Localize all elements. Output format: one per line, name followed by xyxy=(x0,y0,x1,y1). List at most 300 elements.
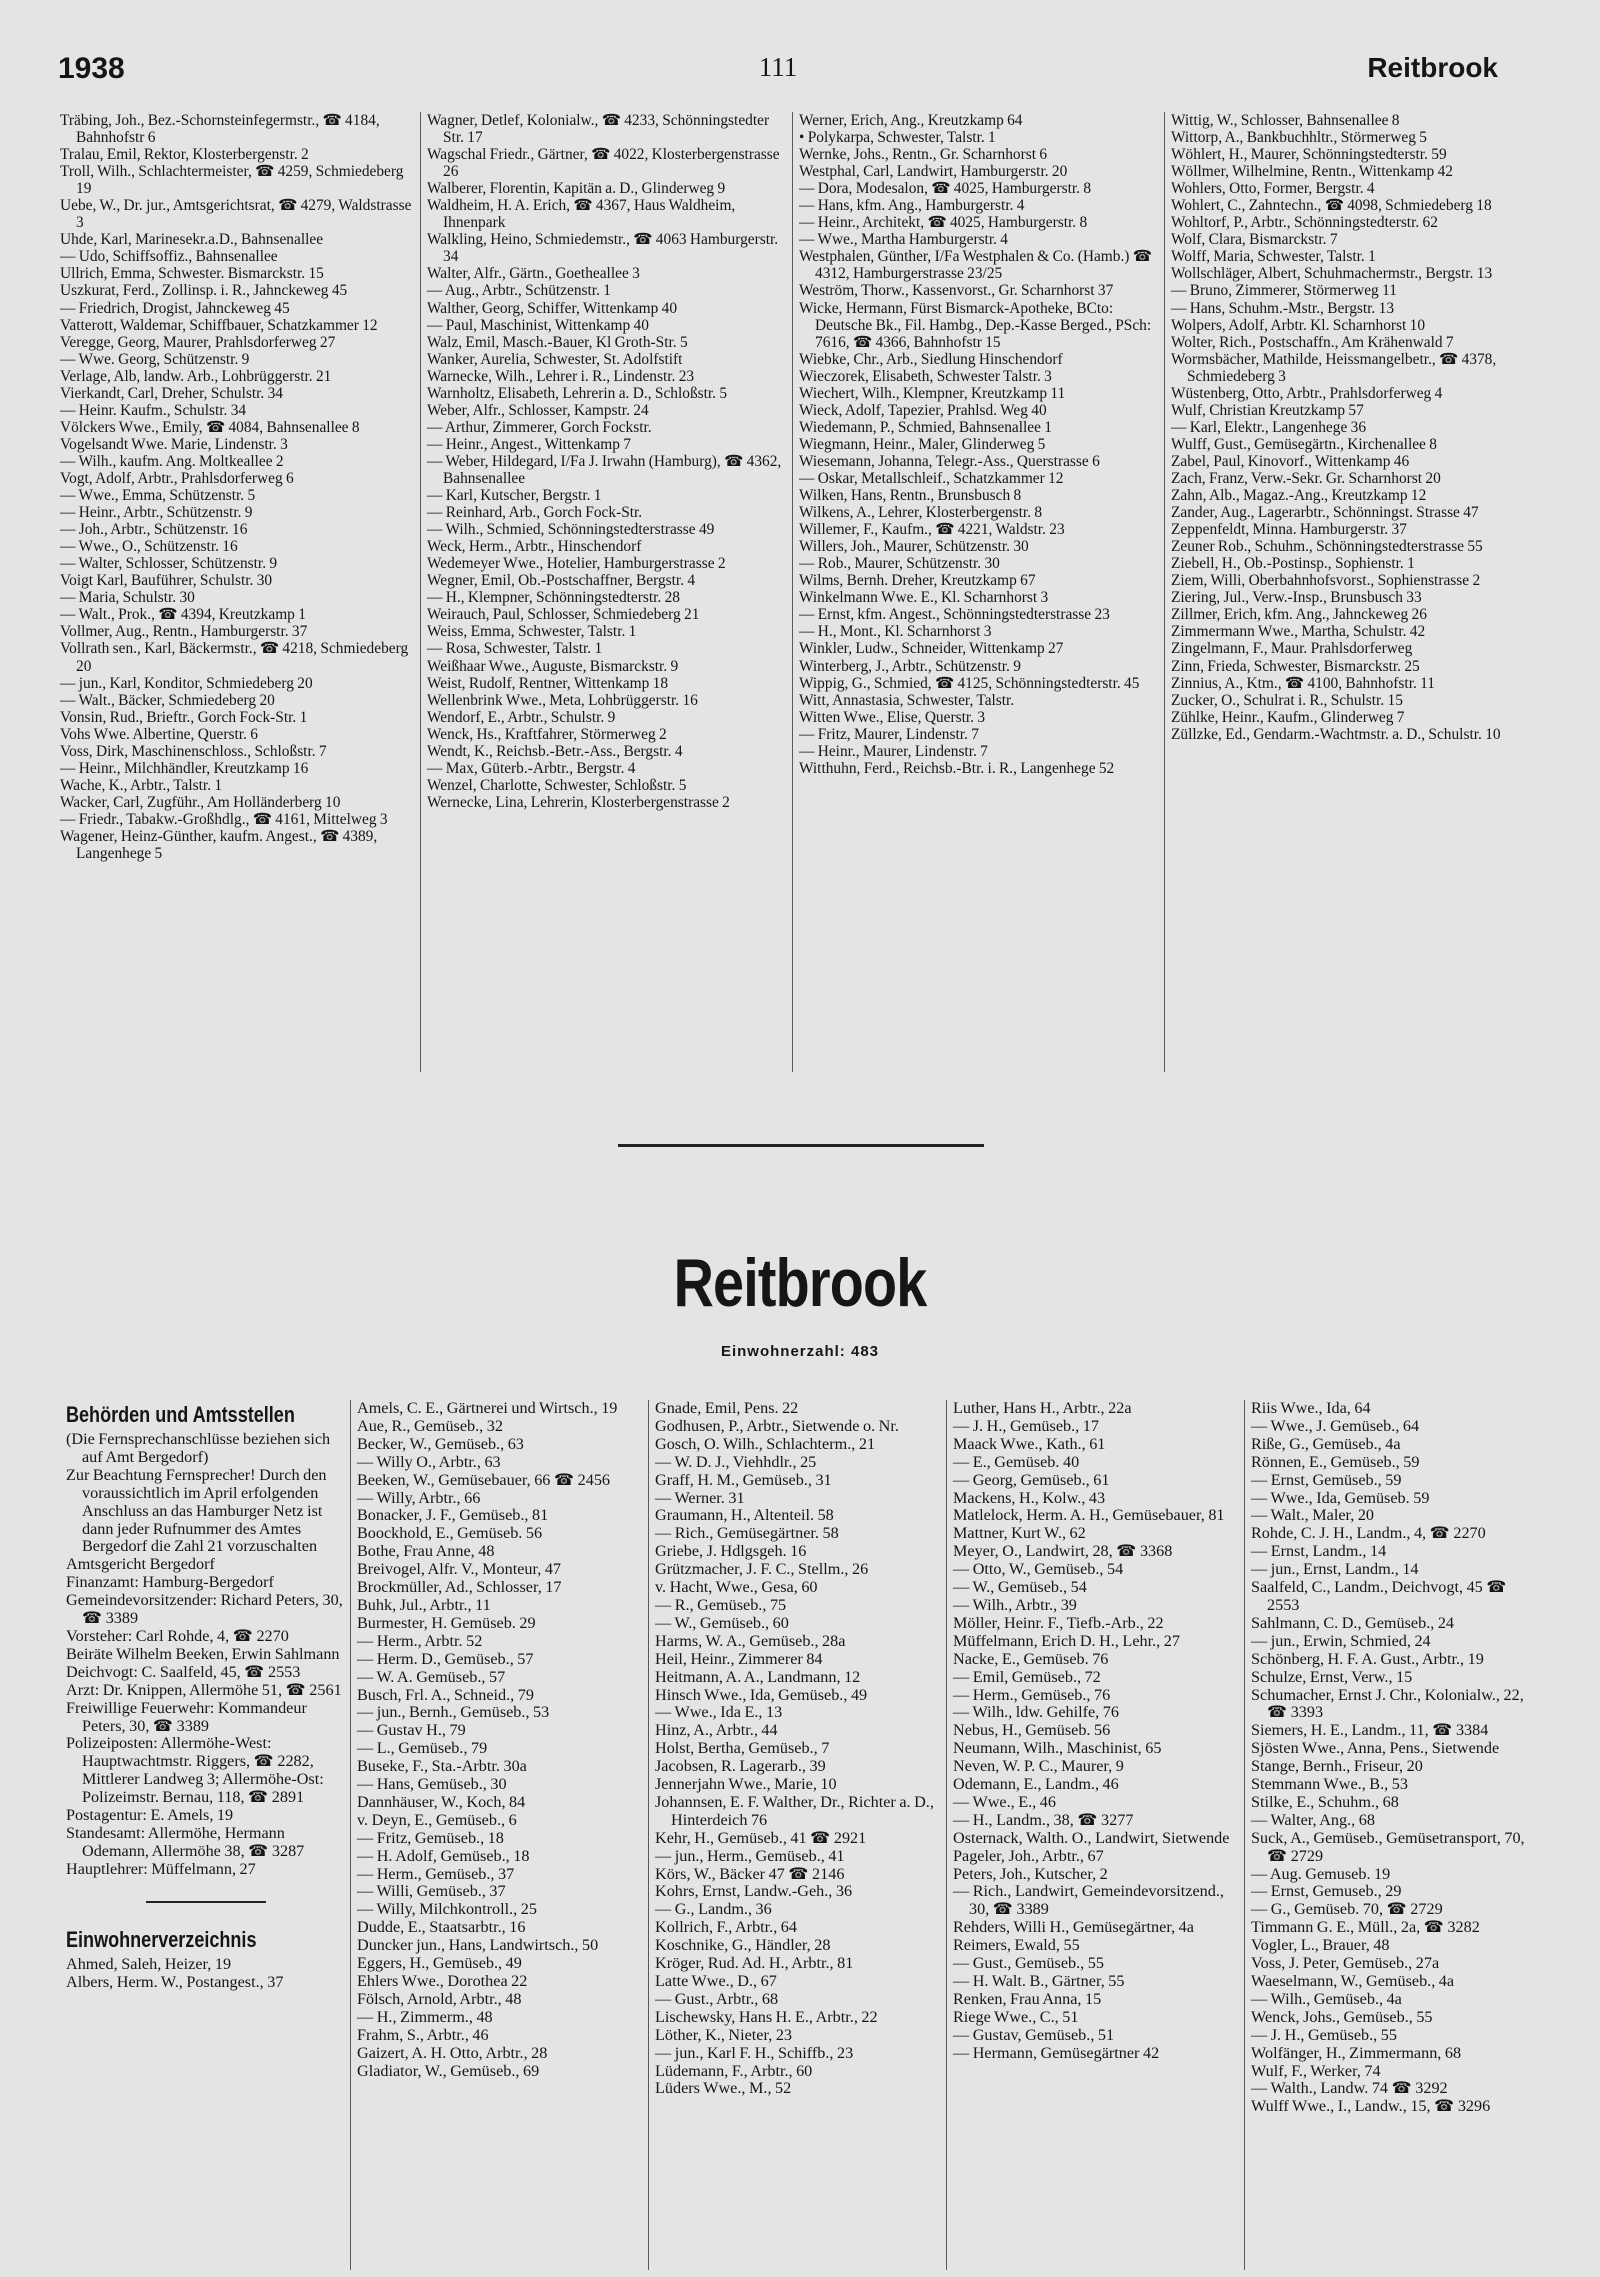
directory-entry: Wittig, W., Schlosser, Bahnsenallee 8 xyxy=(1171,112,1400,129)
directory-entry: — Paul, Maschinist, Wittenkamp 40 xyxy=(427,316,649,334)
directory-entry: Voss, Dirk, Maschinenschloss., Schloßstr. 7 xyxy=(60,742,327,760)
directory-entry: Stemmann Wwe., B., 53 xyxy=(1251,1775,1408,1794)
directory-entry: Johannsen, E. F. Walther, Dr., Richter a. D., Hinterdeich 76 xyxy=(655,1792,934,1829)
directory-entry: Westphal, Carl, Landwirt, Hamburgerstr. 20 xyxy=(799,163,1068,181)
directory-entry: Zander, Aug., Lagerarbtr., Schönningst. Strasse 47 xyxy=(1171,504,1479,522)
directory-entry: Harms, W. A., Gemüseb., 28a xyxy=(655,1631,846,1650)
directory-entry: Wenzel, Charlotte, Schwester, Schloßstr. 5 xyxy=(427,776,687,794)
directory-entry: Witten Wwe., Elise, Querstr. 3 xyxy=(799,708,986,726)
directory-entry: — Wilh., ldw. Gehilfe, 76 xyxy=(953,1703,1119,1722)
directory-entry: — Rosa, Schwester, Talstr. 1 xyxy=(427,640,603,658)
directory-entry: — Heinr., Angest., Wittenkamp 7 xyxy=(427,435,631,453)
bottom-column-2 xyxy=(350,1400,648,2270)
directory-entry: Wieck, Adolf, Tapezier, Prahlsd. Weg 40 xyxy=(799,401,1047,419)
directory-entry: Züllzke, Ed., Gendarm.-Wachtmstr. a. D., Schulstr. 10 xyxy=(1171,725,1501,743)
directory-entry: Wanker, Aurelia, Schwester, St. Adolfstift xyxy=(427,350,683,368)
directory-entry: — Emil, Gemüseb., 72 xyxy=(953,1667,1101,1686)
directory-entry: Wacker, Carl, Zugführ., Am Holländerberg 10 xyxy=(60,793,341,811)
heading-rule xyxy=(146,1901,266,1903)
directory-entry: — jun., Karl F. H., Schiffb., 23 xyxy=(655,2043,854,2062)
directory-entry: — G., Gemüseb. 70, ☎ 2729 xyxy=(1251,1900,1443,1919)
directory-entry: Wilken, Hans, Rentn., Brunsbusch 8 xyxy=(799,487,1022,505)
directory-entry: — G., Landm., 36 xyxy=(655,1900,772,1919)
directory-entry: Heitmann, A. A., Landmann, 12 xyxy=(655,1667,861,1686)
directory-entry: Völckers Wwe., Emily, ☎ 4084, Bahnsenallee 8 xyxy=(60,418,360,436)
directory-entry: — jun., Karl, Konditor, Schmiedeberg 20 xyxy=(60,674,313,692)
directory-entry: Weist, Rudolf, Rentner, Wittenkamp 18 xyxy=(427,674,669,692)
directory-entry: — Karl, Elektr., Langenhege 36 xyxy=(1171,418,1367,436)
directory-entry: — Wwe., Ida E., 13 xyxy=(655,1703,783,1722)
directory-entry: — Ernst, Gemuseb., 29 xyxy=(1251,1882,1402,1901)
directory-entry: — H. Walt. B., Gärtner, 55 xyxy=(953,1972,1125,1990)
page-number: 111 xyxy=(758,52,798,82)
directory-entry: Wohlers, Otto, Former, Bergstr. 4 xyxy=(1171,180,1375,198)
residents-list-start xyxy=(66,1956,345,1992)
directory-entry: Verlage, Alb, landw. Arb., Lohbrüggerstr. 21 xyxy=(60,367,332,385)
directory-entry: Zabel, Paul, Kinovorf., Wittenkamp 46 xyxy=(1171,452,1410,470)
directory-entry: Müffelmann, Erich D. H., Lehr., 27 xyxy=(953,1631,1180,1650)
directory-entry: Renken, Frau Anna, 15 xyxy=(953,1989,1102,2008)
directory-entry: — Reinhard, Arb., Gorch Fock-Str. xyxy=(427,504,643,522)
directory-entry: Zucker, O., Schulrat i. R., Schulstr. 15 xyxy=(1171,691,1403,709)
directory-entry: Wendt, K., Reichsb.-Betr.-Ass., Bergstr. 4 xyxy=(427,742,683,760)
directory-entry: Amtsgericht Bergedorf xyxy=(66,1555,215,1574)
directory-entry: — Udo, Schiffsoffiz., Bahnsenallee xyxy=(60,248,278,266)
directory-entry: Buhk, Jul., Arbtr., 11 xyxy=(357,1595,491,1614)
directory-entry: — Wwe., J. Gemüseb., 64 xyxy=(1251,1416,1420,1435)
directory-entry: Tralau, Emil, Rektor, Klosterbergenstr. 2 xyxy=(60,146,309,164)
section-divider xyxy=(618,1144,984,1147)
directory-entry: — Wilh., Gemüseb., 4a xyxy=(1251,1989,1402,2008)
directory-entry: Schulze, Ernst, Verw., 15 xyxy=(1251,1667,1413,1686)
directory-entry: Waeselmann, W., Gemüseb., 4a xyxy=(1251,1972,1455,1990)
top-directory-section xyxy=(58,112,1538,1072)
directory-entry: Boockhold, E., Gemüseb. 56 xyxy=(357,1524,543,1543)
directory-entry: Wulff, Gust., Gemüsegärtn., Kirchenallee 8 xyxy=(1171,435,1437,453)
directory-entry: Ehlers Wwe., Dorothea 22 xyxy=(357,1972,528,1990)
directory-entry: — Herm., Arbtr. 52 xyxy=(357,1631,483,1650)
directory-entry: Brockmüller, Ad., Schlosser, 17 xyxy=(357,1578,562,1597)
directory-entry: — Walter, Schlosser, Schützenstr. 9 xyxy=(60,555,278,573)
directory-entry: Wiedemann, P., Schmied, Bahnsenallee 1 xyxy=(799,418,1052,436)
directory-entry: Vollmer, Aug., Rentn., Hamburgerstr. 37 xyxy=(60,623,308,641)
top-column-4 xyxy=(1164,112,1538,1072)
population-count: Einwohnerzahl: 483 xyxy=(720,1343,880,1360)
directory-entry: (Die Fernsprechanschlüsse beziehen sich auf Amt Bergedorf) xyxy=(66,1430,331,1466)
directory-entry: Veregge, Georg, Maurer, Prahlsdorferweg 27 xyxy=(60,333,336,351)
directory-entry: Weström, Thorw., Kassenvorst., Gr. Scharnhorst 37 xyxy=(799,282,1114,300)
directory-entry: — jun., Bernh., Gemüseb., 53 xyxy=(357,1703,550,1722)
directory-entry: Arzt: Dr. Knippen, Allermöhe 51, ☎ 2561 xyxy=(66,1680,342,1699)
directory-entry: — J. H., Gemüseb., 17 xyxy=(953,1416,1099,1435)
directory-entry: Frahm, S., Arbtr., 46 xyxy=(357,2025,489,2044)
directory-entry: Duncker jun., Hans, Landwirtsch., 50 xyxy=(357,1936,599,1955)
directory-entry: Wolfänger, H., Zimmermann, 68 xyxy=(1251,2043,1462,2062)
directory-entry: Grützmacher, J. F. C., Stellm., 26 xyxy=(655,1560,869,1579)
page-header xyxy=(58,52,1498,92)
directory-entry: v. Deyn, E., Gemüseb., 6 xyxy=(357,1810,517,1829)
directory-entry: — Friedrich, Drogist, Jahnckeweg 45 xyxy=(60,299,290,317)
directory-entry: Zach, Franz, Verw.-Sekr. Gr. Scharnhorst 20 xyxy=(1171,469,1441,487)
directory-entry: — E., Gemüseb. 40 xyxy=(953,1452,1080,1471)
directory-entry: Standesamt: Allermöhe, Hermann Odemann, Allermöhe 38, ☎ 3287 xyxy=(66,1823,305,1860)
bottom-column-5 xyxy=(1244,1400,1540,2270)
directory-entry: Voigt Karl, Bauführer, Schulstr. 30 xyxy=(60,572,273,590)
directory-entry: Riis Wwe., Ida, 64 xyxy=(1251,1400,1371,1417)
directory-entry: Träbing, Joh., Bez.-Schornsteinfegermstr., ☎ 4184, Bahnhofstr 6 xyxy=(60,112,380,147)
directory-entry: Rehders, Willi H., Gemüsegärtner, 4a xyxy=(953,1918,1194,1937)
directory-entry: Vollrath sen., Karl, Bäckermstr., ☎ 4218, Schmiedeberg 20 xyxy=(60,640,409,675)
directory-entry: Beiräte Wilhelm Beeken, Erwin Sahlmann xyxy=(66,1644,340,1663)
directory-entry: — Heinr., Maurer, Lindenstr. 7 xyxy=(799,742,988,760)
directory-entry: — Dora, Modesalon, ☎ 4025, Hamburgerstr. 8 xyxy=(799,180,1092,198)
directory-entry: — Ernst, kfm. Angest., Schönningstedterstrasse 23 xyxy=(799,606,1110,624)
directory-entry: Breivogel, Alfr. V., Monteur, 47 xyxy=(357,1560,562,1579)
directory-entry: — Arthur, Zimmerer, Gorch Fockstr. xyxy=(427,418,652,436)
directory-entry: Neven, W. P. C., Maurer, 9 xyxy=(953,1757,1124,1776)
directory-entry: — Weber, Hildegard, I/Fa J. Irwahn (Hamburg), ☎ 4362, Bahnsenallee xyxy=(427,452,782,487)
directory-entry: Schönberg, H. F. A. Gust., Arbtr., 19 xyxy=(1251,1649,1484,1668)
directory-entry: Heil, Heinr., Zimmerer 84 xyxy=(655,1649,823,1668)
directory-entry: Zur Beachtung Fernsprecher! Durch den voraussichtlich im April erfolgenden Anschluss an das Hamburger Netz ist dann jeder Rufnummer des Amtes Bergedorf die Zahl 21 vorzuschalten xyxy=(66,1465,327,1556)
directory-entry: — Wilh., Schmied, Schönningstedterstrasse 49 xyxy=(427,521,715,539)
directory-entry: Aue, R., Gemüseb., 32 xyxy=(357,1416,503,1435)
directory-entry: Bothe, Frau Anne, 48 xyxy=(357,1542,495,1561)
directory-entry: Luther, Hans H., Arbtr., 22a xyxy=(953,1400,1132,1417)
directory-entry: Polizeiposten: Allermöhe-West: Hauptwachtmstr. Riggers, ☎ 2282, Mittlerer Landweg 3; Allermöhe-Ost: Polizeimstr. Bernau, 118, ☎ 2891 xyxy=(66,1734,324,1807)
directory-entry: Godhusen, P., Arbtr., Sietwende o. Nr. xyxy=(655,1416,899,1435)
directory-entry: Voss, J. Peter, Gemüseb., 27a xyxy=(1251,1954,1440,1973)
directory-entry: — Gustav H., 79 xyxy=(357,1721,466,1740)
directory-entry: Peters, Joh., Kutscher, 2 xyxy=(953,1864,1108,1883)
directory-entry: Ziering, Jul., Verw.-Insp., Brunsbusch 33 xyxy=(1171,589,1422,607)
directory-entry: Walz, Emil, Masch.-Bauer, Kl Groth-Str. 5 xyxy=(427,333,688,351)
directory-entry: — Heinr., Architekt, ☎ 4025, Hamburgerstr. 8 xyxy=(799,214,1088,232)
directory-entry: Riße, G., Gemüseb., 4a xyxy=(1251,1434,1401,1453)
directory-entry: Osternack, Walth. O., Landwirt, Sietwende xyxy=(953,1828,1230,1847)
directory-entry: Neumann, Wilh., Maschinist, 65 xyxy=(953,1739,1162,1758)
directory-entry: Zühlke, Heinr., Kaufm., Glinderweg 7 xyxy=(1171,708,1405,726)
directory-entry: — Herm. D., Gemüseb., 57 xyxy=(357,1649,534,1668)
directory-entry: — Hans, Gemüseb., 30 xyxy=(357,1775,507,1794)
directory-entry: — Walt., Bäcker, Schmiedeberg 20 xyxy=(60,691,275,709)
directory-entry: Westphalen, Günther, I/Fa Westphalen & Co. (Hamb.) ☎ 4312, Hamburgerstrasse 23/25 xyxy=(799,248,1152,283)
directory-entry: Walter, Alfr., Gärtn., Goetheallee 3 xyxy=(427,265,640,283)
directory-entry: — Willy, Arbtr., 66 xyxy=(357,1488,481,1507)
directory-entry: — Walt., Maler, 20 xyxy=(1251,1506,1375,1525)
directory-entry: Rohde, C. J. H., Landm., 4, ☎ 2270 xyxy=(1251,1524,1486,1543)
directory-entry: Wagschal Friedr., Gärtner, ☎ 4022, Klosterbergenstrasse 26 xyxy=(427,146,780,181)
bottom-column-1 xyxy=(64,1400,350,2270)
directory-entry: Wohlert, C., Zahntechn., ☎ 4098, Schmiedeberg 18 xyxy=(1171,197,1492,215)
directory-entry: Ziem, Willi, Oberbahnhofsvorst., Sophienstrasse 2 xyxy=(1171,572,1481,590)
directory-entry: — Walt., Prok., ☎ 4394, Kreutzkamp 1 xyxy=(60,606,306,624)
directory-entry: • Polykarpa, Schwester, Talstr. 1 xyxy=(799,129,996,147)
directory-entry: Kehr, H., Gemüseb., 41 ☎ 2921 xyxy=(655,1828,867,1847)
directory-entry: Wittorp, A., Bankbuchhltr., Störmerweg 5 xyxy=(1171,129,1427,147)
directory-entry: Meyer, O., Landwirt, 28, ☎ 3368 xyxy=(953,1542,1173,1561)
directory-entry: — Wwe., Ida, Gemüseb. 59 xyxy=(1251,1488,1430,1507)
directory-entry: Vogt, Adolf, Arbtr., Prahlsdorferweg 6 xyxy=(60,469,294,487)
directory-entry: — Wwe., Emma, Schützenstr. 5 xyxy=(60,487,256,505)
directory-entry: Wenck, Johs., Gemüseb., 55 xyxy=(1251,2007,1433,2026)
directory-entry: — Max, Güterb.-Arbtr., Bergstr. 4 xyxy=(427,759,636,777)
directory-entry: Troll, Wilh., Schlachtermeister, ☎ 4259, Schmiedeberg 19 xyxy=(60,163,404,198)
directory-entry: — jun., Herm., Gemüseb., 41 xyxy=(655,1846,845,1865)
directory-entry: — Willy O., Arbtr., 63 xyxy=(357,1452,501,1471)
directory-entry: Odemann, E., Landm., 46 xyxy=(953,1775,1119,1794)
directory-entry: Walkling, Heino, Schmiedemstr., ☎ 4063 Hamburgerstr. 34 xyxy=(427,231,779,266)
directory-entry: Löther, K., Nieter, 23 xyxy=(655,2025,793,2044)
directory-entry: — Hermann, Gemüsegärtner 42 xyxy=(953,2043,1160,2062)
directory-entry: Hinsch Wwe., Ida, Gemüseb., 49 xyxy=(655,1685,868,1704)
directory-entry: Zinnius, A., Ktm., ☎ 4100, Bahnhofstr. 11 xyxy=(1171,674,1435,692)
directory-entry: Griebe, J. Hdlgsgeh. 16 xyxy=(655,1542,807,1561)
directory-entry: Vierkandt, Carl, Dreher, Schulstr. 34 xyxy=(60,384,283,402)
residents-heading: Einwohnerverzeichnis xyxy=(66,1926,257,1952)
directory-entry: Kollrich, F., Arbtr., 64 xyxy=(655,1918,797,1937)
directory-entry: — Wilh., Arbtr., 39 xyxy=(953,1595,1077,1614)
directory-entry: Wüstenberg, Otto, Arbtr., Prahlsdorferweg 4 xyxy=(1171,384,1443,402)
directory-entry: — Otto, W., Gemüseb., 54 xyxy=(953,1560,1124,1579)
directory-entry: — W., Gemüseb., 54 xyxy=(953,1578,1087,1597)
directory-entry: Wormsbächer, Mathilde, Heissmangelbetr., ☎ 4378, Schmiedeberg 3 xyxy=(1171,350,1497,385)
directory-entry: Koschnike, G., Händler, 28 xyxy=(655,1936,831,1955)
directory-entry: — Wwe. Georg, Schützenstr. 9 xyxy=(60,350,250,368)
directory-entry: Weirauch, Paul, Schlosser, Schmiedeberg 21 xyxy=(427,606,700,624)
directory-entry: Maack Wwe., Kath., 61 xyxy=(953,1434,1106,1453)
directory-entry: Weber, Alfr., Schlosser, Kampstr. 24 xyxy=(427,401,649,419)
directory-entry: Wagener, Heinz-Günther, kaufm. Angest., ☎ 4389, Langenhege 5 xyxy=(60,827,378,863)
directory-entry: Mackens, H., Kolw., 43 xyxy=(953,1488,1106,1507)
directory-entry: Zingelmann, F., Maur. Prahlsdorferweg xyxy=(1171,640,1413,658)
directory-entry: Waldheim, H. A. Erich, ☎ 4367, Haus Waldheim, Ihnenpark xyxy=(427,197,736,232)
directory-entry: — Oskar, Metallschleif., Schatzkammer 12 xyxy=(799,469,1064,487)
directory-entry: Beeken, W., Gemüsebauer, 66 ☎ 2456 xyxy=(357,1470,611,1489)
directory-entry: — Fritz, Gemüseb., 18 xyxy=(357,1828,504,1847)
directory-entry: — Aug., Arbtr., Schützenstr. 1 xyxy=(427,282,611,300)
directory-entry: — Herm., Gemüseb., 76 xyxy=(953,1685,1111,1704)
directory-entry: — Heinr., Milchhändler, Kreutzkamp 16 xyxy=(60,759,309,777)
directory-entry: — H., Klempner, Schönningstedterstr. 28 xyxy=(427,589,681,607)
directory-entry: Wendorf, E., Arbtr., Schulstr. 9 xyxy=(427,708,616,726)
directory-entry: Dudde, E., Staatsarbtr., 16 xyxy=(357,1918,526,1937)
directory-entry: Ullrich, Emma, Schwester. Bismarckstr. 15 xyxy=(60,265,324,283)
bottom-column-3 xyxy=(648,1400,946,2270)
directory-entry: Wohltorf, P., Arbtr., Schönningstedterstr. 62 xyxy=(1171,214,1438,232)
directory-entry: v. Hacht, Wwe., Gesa, 60 xyxy=(655,1578,818,1597)
directory-entry: — H. Adolf, Gemüseb., 18 xyxy=(357,1846,530,1865)
directory-entry: Weck, Herm., Arbtr., Hinschendorf xyxy=(427,538,642,556)
directory-entry: Zillmer, Erich, kfm. Ang., Jahnckeweg 26 xyxy=(1171,606,1427,624)
bottom-directory-section xyxy=(64,1400,1540,2270)
directory-entry: — J. H., Gemüseb., 55 xyxy=(1251,2025,1397,2044)
directory-entry: — W., Gemüseb., 60 xyxy=(655,1613,789,1632)
directory-entry: Wolff, Maria, Schwester, Talstr. 1 xyxy=(1171,248,1376,266)
directory-entry: — Georg, Gemüseb., 61 xyxy=(953,1470,1110,1489)
directory-entry: — Bruno, Zimmerer, Störmerweg 11 xyxy=(1171,282,1397,300)
directory-entry: Wollschläger, Albert, Schuhmachermstr., Bergstr. 13 xyxy=(1171,265,1493,283)
directory-entry: Wernke, Johs., Rentn., Gr. Scharnhorst 6 xyxy=(799,146,1048,164)
directory-entry: Amels, C. E., Gärtnerei und Wirtsch., 19 xyxy=(357,1400,618,1417)
directory-entry: — L., Gemüseb., 79 xyxy=(357,1739,488,1758)
directory-entry: Uebe, W., Dr. jur., Amtsgerichtsrat, ☎ 4279, Waldstrasse 3 xyxy=(60,197,412,232)
directory-entry: Wulff Wwe., I., Landw., 15, ☎ 3296 xyxy=(1251,2097,1491,2116)
directory-entry: — R., Gemüseb., 75 xyxy=(655,1595,787,1614)
directory-entry: Pageler, Joh., Arbtr., 67 xyxy=(953,1846,1104,1865)
directory-entry: Bonacker, J. F., Gemüseb., 81 xyxy=(357,1506,549,1525)
authorities-list xyxy=(66,1431,345,1879)
directory-entry: — Werner. 31 xyxy=(655,1488,745,1507)
directory-entry: Möller, Heinr. F., Tiefb.-Arb., 22 xyxy=(953,1613,1164,1632)
directory-entry: Rönnen, E., Gemüseb., 59 xyxy=(1251,1452,1420,1471)
directory-entry: — jun., Erwin, Schmied, 24 xyxy=(1251,1631,1431,1650)
directory-entry: — Wilh., kaufm. Ang. Moltkeallee 2 xyxy=(60,452,284,470)
directory-entry: Wulf, F., Werker, 74 xyxy=(1251,2061,1381,2080)
directory-entry: Gaizert, A. H. Otto, Arbtr., 28 xyxy=(357,2043,548,2062)
directory-entry: Wiebke, Chr., Arb., Siedlung Hinschendorf xyxy=(799,350,1063,368)
directory-entry: Wiesemann, Johanna, Telegr.-Ass., Querstrasse 6 xyxy=(799,452,1100,470)
directory-entry: Postagentur: E. Amels, 19 xyxy=(66,1806,234,1825)
directory-entry: — H., Landm., 38, ☎ 3277 xyxy=(953,1810,1134,1829)
top-column-3 xyxy=(792,112,1164,1072)
directory-entry: Finanzamt: Hamburg-Bergedorf xyxy=(66,1573,274,1592)
directory-entry: Wolpers, Adolf, Arbtr. Kl. Scharnhorst 10 xyxy=(1171,316,1426,334)
directory-entry: — H., Zimmerm., 48 xyxy=(357,2007,493,2026)
directory-entry: — Heinr., Arbtr., Schützenstr. 9 xyxy=(60,504,253,522)
directory-entry: Nebus, H., Gemüseb. 56 xyxy=(953,1721,1111,1740)
directory-entry: — Ernst, Gemüseb., 59 xyxy=(1251,1470,1402,1489)
directory-entry: — Gustav, Gemüseb., 51 xyxy=(953,2025,1115,2044)
directory-entry: — Friedr., Tabakw.-Großhdlg., ☎ 4161, Mittelweg 3 xyxy=(60,810,388,828)
directory-entry: Werner, Erich, Ang., Kreutzkamp 64 xyxy=(799,112,1023,129)
directory-entry: Wöllmer, Wilhelmine, Rentn., Wittenkamp 42 xyxy=(1171,163,1453,181)
directory-entry: Gosch, O. Wilh., Schlachterm., 21 xyxy=(655,1434,876,1453)
directory-entry: — Walter, Ang., 68 xyxy=(1251,1810,1375,1829)
top-column-2 xyxy=(420,112,792,1072)
directory-entry: Jacobsen, R. Lagerarb., 39 xyxy=(655,1757,826,1776)
directory-entry: — Heinr. Kaufm., Schulstr. 34 xyxy=(60,401,247,419)
directory-entry: Vonsin, Rud., Brieftr., Gorch Fock-Str. 1 xyxy=(60,708,308,726)
directory-entry: Schumacher, Ernst J. Chr., Kolonialw., 22, ☎ 3393 xyxy=(1251,1685,1524,1722)
directory-entry: — W. A. Gemüseb., 57 xyxy=(357,1667,506,1686)
directory-entry: — Wwe., O., Schützenstr. 16 xyxy=(60,538,238,556)
directory-entry: Hinz, A., Arbtr., 44 xyxy=(655,1721,778,1740)
directory-entry: Wagner, Detlef, Kolonialw., ☎ 4233, Schönningstedter Str. 17 xyxy=(427,112,770,147)
directory-entry: Stilke, E., Schuhm., 68 xyxy=(1251,1792,1399,1811)
directory-entry: Wedemeyer Wwe., Hotelier, Hamburgerstrasse 2 xyxy=(427,555,726,573)
directory-entry: Latte Wwe., D., 67 xyxy=(655,1972,777,1990)
directory-entry: Siemers, H. E., Landm., 11, ☎ 3384 xyxy=(1251,1721,1489,1740)
directory-entry: Eggers, H., Gemüseb., 49 xyxy=(357,1954,522,1973)
directory-entry: — Gust., Arbtr., 68 xyxy=(655,1989,779,2008)
directory-entry: Nacke, E., Gemüseb. 76 xyxy=(953,1649,1109,1668)
directory-entry: Vohs Wwe. Albertine, Querstr. 6 xyxy=(60,725,258,743)
directory-entry: — Herm., Gemüseb., 37 xyxy=(357,1864,515,1883)
directory-entry: — Walth., Landw. 74 ☎ 3292 xyxy=(1251,2079,1448,2098)
directory-entry: Wache, K., Arbtr., Talstr. 1 xyxy=(60,776,223,794)
directory-entry: Reimers, Ewald, 55 xyxy=(953,1936,1080,1955)
bottom-column-4 xyxy=(946,1400,1244,2270)
directory-entry: Wellenbrink Wwe., Meta, Lohbrüggerstr. 16 xyxy=(427,691,698,709)
directory-entry: Weiss, Emma, Schwester, Talstr. 1 xyxy=(427,623,637,641)
directory-entry: Witt, Annastasia, Schwester, Talstr. xyxy=(799,691,1015,709)
authorities-heading: Behörden und Amtsstellen xyxy=(66,1402,295,1427)
directory-entry: Becker, W., Gemüseb., 63 xyxy=(357,1434,524,1453)
directory-entry: Kohrs, Ernst, Landw.-Geh., 36 xyxy=(655,1882,853,1901)
directory-entry: Saalfeld, C., Landm., Deichvogt, 45 ☎ 2553 xyxy=(1251,1578,1507,1614)
directory-entry: — Wwe., Martha Hamburgerstr. 4 xyxy=(799,231,1009,249)
directory-entry: — Fritz, Maurer, Lindenstr. 7 xyxy=(799,725,979,743)
directory-entry: Winkler, Ludw., Schneider, Wittenkamp 27 xyxy=(799,640,1064,658)
directory-entry: Hauptlehrer: Müffelmann, 27 xyxy=(66,1859,256,1878)
directory-entry: — Rich., Landwirt, Gemeindevorsitzend., 30, ☎ 3389 xyxy=(953,1882,1224,1919)
top-column-1 xyxy=(58,112,420,1072)
directory-entry: Mattner, Kurt W., 62 xyxy=(953,1524,1086,1543)
directory-entry: Wolter, Rich., Postschaffn., Am Krähenwald 7 xyxy=(1171,333,1454,351)
directory-entry: Sahlmann, C. D., Gemüseb., 24 xyxy=(1251,1613,1455,1632)
directory-entry: Wegner, Emil, Ob.-Postschaffner, Bergstr. 4 xyxy=(427,572,696,590)
directory-entry: Wernecke, Lina, Lehrerin, Klosterbergenstrasse 2 xyxy=(427,793,730,811)
directory-entry: Weißhaar Wwe., Auguste, Bismarckstr. 9 xyxy=(427,657,679,675)
directory-entry: Walberer, Florentin, Kapitän a. D., Glinderweg 9 xyxy=(427,180,726,198)
directory-entry: Vogelsandt Wwe. Marie, Lindenstr. 3 xyxy=(60,435,288,453)
directory-entry: Wiegmann, Heinr., Maler, Glinderweg 5 xyxy=(799,435,1046,453)
directory-entry: Walther, Georg, Schiffer, Wittenkamp 40 xyxy=(427,299,678,317)
directory-entry: — H., Mont., Kl. Scharnhorst 3 xyxy=(799,623,992,641)
directory-entry: Zeuner Rob., Schuhm., Schönningstedterstrasse 55 xyxy=(1171,538,1483,556)
directory-entry: Uhde, Karl, Marinesekr.a.D., Bahnsenallee xyxy=(60,231,324,249)
directory-entry: Warnholtz, Elisabeth, Lehrerin a. D., Schloßstr. 5 xyxy=(427,384,728,402)
directory-entry: Stange, Bernh., Friseur, 20 xyxy=(1251,1757,1423,1776)
directory-entry: Vorsteher: Carl Rohde, 4, ☎ 2270 xyxy=(66,1626,289,1645)
directory-entry: — Hans, kfm. Ang., Hamburgerstr. 4 xyxy=(799,197,1025,215)
directory-entry: — Wwe., E., 46 xyxy=(953,1792,1056,1811)
directory-entry: Uszkurat, Ferd., Zollinsp. i. R., Jahnckeweg 45 xyxy=(60,282,348,300)
directory-entry: — Maria, Schulstr. 30 xyxy=(60,589,195,607)
header-year: 1938 xyxy=(58,52,125,85)
directory-entry: — Ernst, Landm., 14 xyxy=(1251,1542,1387,1561)
directory-entry: Zimmermann Wwe., Martha, Schulstr. 42 xyxy=(1171,623,1426,641)
directory-entry: Willemer, F., Kaufm., ☎ 4221, Waldstr. 23 xyxy=(799,521,1065,539)
directory-entry: Fölsch, Arnold, Arbtr., 48 xyxy=(357,1989,522,2008)
directory-entry: Gemeindevorsitzender: Richard Peters, 30, ☎ 3389 xyxy=(66,1591,343,1628)
directory-entry: Vatterott, Waldemar, Schiffbauer, Schatzkammer 12 xyxy=(60,316,378,334)
directory-entry: — Willy, Milchkontroll., 25 xyxy=(357,1900,537,1919)
directory-entry: Wöhlert, H., Maurer, Schönningstedterstr. 59 xyxy=(1171,146,1447,164)
directory-entry: Riege Wwe., C., 51 xyxy=(953,2007,1079,2026)
directory-entry: — Willi, Gemüseb., 37 xyxy=(357,1882,506,1901)
directory-entry: — Gust., Gemüseb., 55 xyxy=(953,1954,1104,1973)
directory-entry: Matlelock, Herm. A. H., Gemüsebauer, 81 xyxy=(953,1506,1225,1525)
header-place: Reitbrook xyxy=(1367,52,1498,83)
directory-entry: Ziebell, H., Ob.-Postinsp., Sophienstr. 1 xyxy=(1171,555,1415,573)
directory-entry: — Joh., Arbtr., Schützenstr. 16 xyxy=(60,521,248,539)
directory-entry: Winterberg, J., Arbtr., Schützenstr. 9 xyxy=(799,657,1021,675)
directory-entry: Jennerjahn Wwe., Marie, 10 xyxy=(655,1775,837,1794)
directory-entry: Wulf, Christian Kreutzkamp 57 xyxy=(1171,401,1364,419)
directory-entry: Wippig, G., Schmied, ☎ 4125, Schönningstedterstr. 45 xyxy=(799,674,1140,692)
directory-entry: Wicke, Hermann, Fürst Bismarck-Apotheke, BCto: Deutsche Bk., Fil. Hambg., Dep.-Kasse Berged., PSch: 7616, ☎ 4366, Bahnhofstr 15 xyxy=(799,299,1152,351)
directory-entry: — Hans, Schuhm.-Mstr., Bergstr. 13 xyxy=(1171,299,1395,317)
directory-entry: Warnecke, Wilh., Lehrer i. R., Lindenstr. 23 xyxy=(427,367,695,385)
directory-entry: Wolf, Clara, Bismarckstr. 7 xyxy=(1171,231,1338,249)
directory-entry: Körs, W., Bäcker 47 ☎ 2146 xyxy=(655,1864,845,1883)
directory-entry: Albers, Herm. W., Postangest., 37 xyxy=(66,1972,284,1991)
directory-entry: Graff, H. M., Gemüseb., 31 xyxy=(655,1470,832,1489)
directory-entry: Winkelmann Wwe. E., Kl. Scharnhorst 3 xyxy=(799,589,1049,607)
directory-entry: Graumann, H., Altenteil. 58 xyxy=(655,1506,834,1525)
